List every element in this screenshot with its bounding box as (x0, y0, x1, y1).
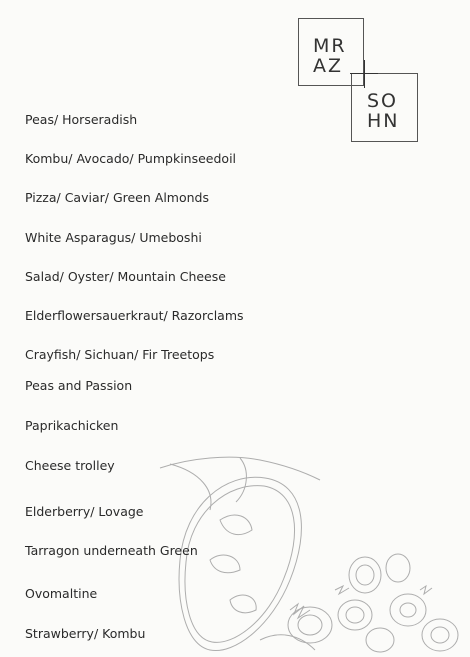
menu-item: White Asparagus/ Umeboshi (25, 230, 202, 245)
logo-line-1: MR (313, 35, 347, 57)
logo-cross-vertical (364, 60, 365, 88)
menu-item: Strawberry/ Kombu (25, 626, 146, 641)
menu-item: Peas and Passion (25, 378, 133, 393)
menu-item: Crayfish/ Sichuan/ Fir Treetops (25, 347, 215, 362)
menu-item: Tarragon underneath Green (25, 543, 198, 558)
menu-item: Pizza/ Caviar/ Green Almonds (25, 190, 209, 205)
menu-item: Elderflowersauerkraut/ Razorclams (25, 308, 244, 323)
menu-item: Cheese trolley (25, 458, 115, 473)
menu-item: Elderberry/ Lovage (25, 504, 144, 519)
logo-line-3: SO (367, 90, 399, 112)
logo-line-4: HN (367, 110, 400, 132)
menu-item: Salad/ Oyster/ Mountain Cheese (25, 269, 226, 284)
menu-item: Ovomaltine (25, 586, 98, 601)
menu-item: Kombu/ Avocado/ Pumpkinseedoil (25, 151, 237, 166)
restaurant-logo (298, 18, 420, 142)
menu-item: Peas/ Horseradish (25, 112, 138, 127)
logo-box-bottom (351, 73, 418, 142)
logo-line-2: AZ (313, 55, 344, 77)
menu-item: Paprikachicken (25, 418, 119, 433)
